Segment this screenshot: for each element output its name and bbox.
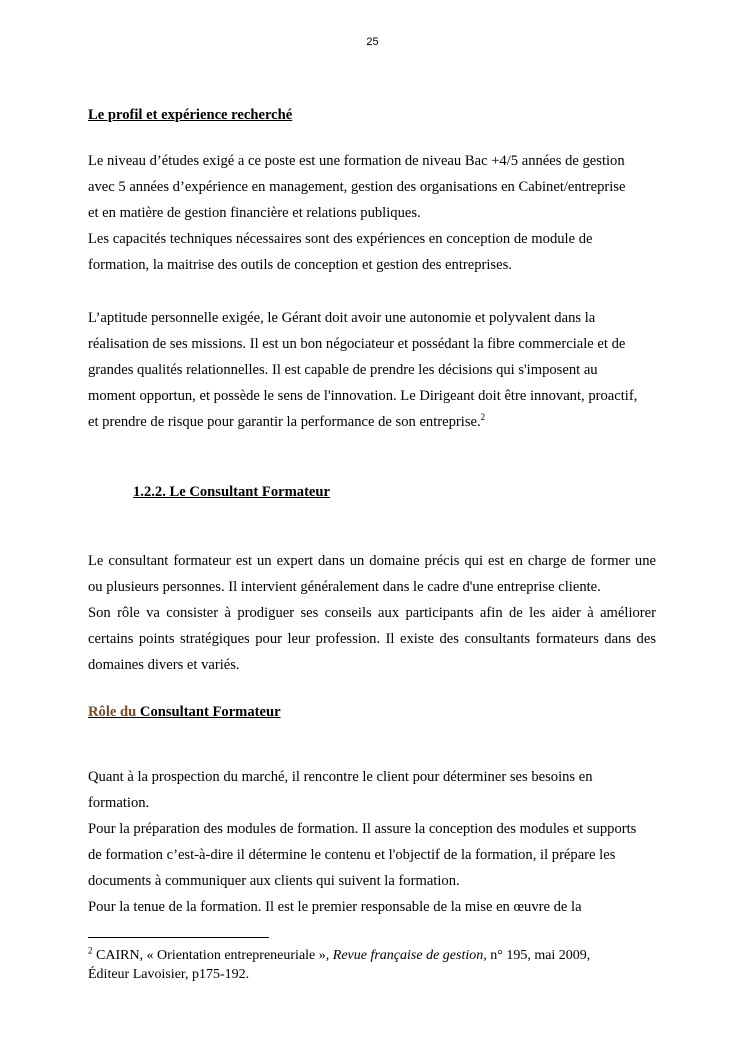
paragraph-aptitude: [88, 305, 656, 435]
text-line: Pour la tenue de la formation. Il est le premier responsable de la mise en œuvre de la: [88, 899, 582, 915]
footnote-separator: [88, 937, 269, 938]
text-line-with-footnote: [88, 409, 656, 435]
text-line: et en matière de gestion financière et relations publiques.: [88, 205, 421, 221]
text-line: grandes qualités relationnelles. Il est capable de prendre les décisions qui s'imposent au: [88, 362, 598, 378]
footnote-text: CAIRN, « Orientation entrepreneuriale »,: [92, 948, 333, 963]
footnote-line-1: [88, 946, 656, 965]
text-line: certains points stratégiques pour leur profession. Il existe des consultants formateurs dans des: [88, 631, 656, 647]
text-line: Pour la préparation des modules de formation. Il assure la conception des modules et supports: [88, 821, 637, 837]
text-line: de formation c’est-à-dire il détermine le contenu et l'objectif de la formation, il prépare les: [88, 847, 616, 863]
text-line: moment opportun, et possède le sens de l'innovation. Le Dirigeant doit être innovant, proactif,: [88, 388, 638, 404]
text-line: L’aptitude personnelle exigée, le Gérant doit avoir une autonomie et polyvalent dans la: [88, 310, 596, 326]
footnote-journal-title: Revue française de gestion: [332, 948, 484, 963]
paragraph-role-details: [88, 764, 656, 920]
section-heading-profil: Le profil et expérience recherché: [88, 107, 293, 123]
text-line: Son rôle va consister à prodiguer ses conseils aux participants afin de les aider à améliorer: [88, 605, 656, 621]
paragraph-consultant-definition: [88, 548, 656, 678]
text-line: Les capacités techniques nécessaires sont des expériences en conception de module de: [88, 231, 593, 247]
section-heading-role: [88, 699, 281, 725]
text-line: domaines divers et variés.: [88, 657, 240, 673]
text-line: formation.: [88, 795, 150, 811]
section-heading-consultant-formateur: 1.2.2. Le Consultant Formateur: [133, 484, 331, 500]
footnote: [88, 946, 656, 984]
text-line: Le consultant formateur est un expert dans un domaine précis qui est en charge de former une: [88, 553, 656, 569]
text-line: Le niveau d’études exigé a ce poste est une formation de niveau Bac +4/5 années de gestion: [88, 153, 625, 169]
footnote-line-2: Éditeur Lavoisier, p175-192.: [88, 967, 250, 982]
heading-part-consultant: Consultant Formateur: [136, 704, 281, 720]
text-line: documents à communiquer aux clients qui suivent la formation.: [88, 873, 460, 889]
text-line: ou plusieurs personnes. Il intervient généralement dans le cadre d'une entreprise cliente.: [88, 579, 601, 595]
heading-part-role: Rôle du: [88, 704, 137, 720]
text-line: et prendre de risque pour garantir la performance de son entreprise.: [88, 414, 481, 430]
page-number: 25: [366, 36, 379, 48]
footnote-text: , n° 195, mai 2009,: [483, 948, 591, 963]
text-line: avec 5 années d’expérience en management, gestion des organisations en Cabinet/entreprise: [88, 179, 626, 195]
footnote-reference[interactable]: 2: [480, 412, 486, 423]
text-line: formation, la maitrise des outils de conception et gestion des entreprises.: [88, 257, 512, 273]
paragraph-niveau-etudes: [88, 148, 656, 278]
footnote-number: 2: [88, 945, 93, 956]
text-line: Quant à la prospection du marché, il rencontre le client pour déterminer ses besoins en: [88, 769, 593, 785]
text-line: réalisation de ses missions. Il est un bon négociateur et possédant la fibre commerciale et de: [88, 336, 626, 352]
